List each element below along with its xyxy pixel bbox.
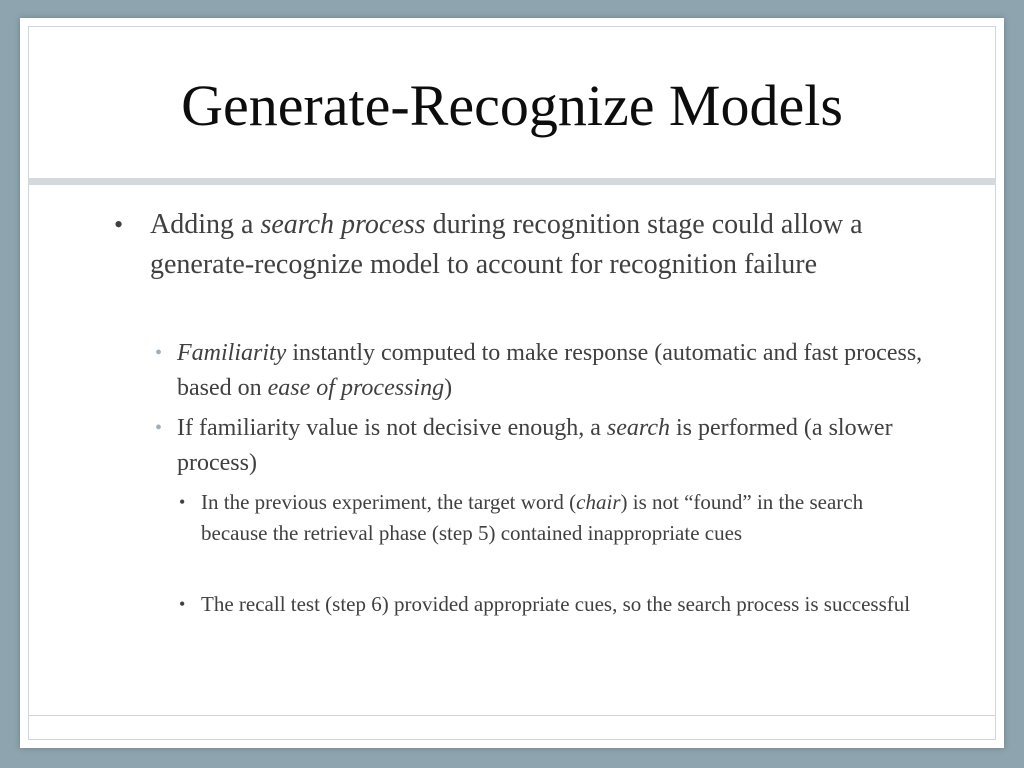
bullet-level2-search [155,411,937,481]
slide-title: Generate-Recognize Models [181,73,843,138]
bullet-dot-icon: • [155,342,163,364]
slide [20,18,1004,748]
bullet-text: If familiarity value is not decisive enough, a search is performed (a slower process) [177,415,893,476]
emphasis-familiarity: Familiarity [177,340,287,366]
bullet-level3-previous-experiment [179,487,921,549]
bullet-level3-recall-test [179,589,921,620]
bullet-level2-familiarity [155,336,937,406]
bullet-text: Adding a search process during recognition stage could allow a generate-recognize model to account for recognition failure [150,209,863,280]
bullet-dot-icon: • [179,492,186,512]
emphasis-chair: chair [576,490,621,514]
bullet-text: Familiarity instantly computed to make response (automatic and fast process, based on ease of processing) [177,340,923,401]
slide-body [20,18,1004,748]
emphasis-ease-of-processing: ease of processing [267,375,445,401]
emphasis-search-process: search process [260,209,426,240]
emphasis-search: search [606,415,670,441]
bullet-dot-icon: • [155,417,163,439]
bullet-dot-icon: • [114,210,124,239]
bullet-text: In the previous experiment, the target word (chair) is not “found” in the search because the retrieval phase (step 5) contained inappropriate cues [201,490,864,545]
bullet-dot-icon: • [179,594,186,614]
bullet-level1 [114,205,910,285]
bullet-text: The recall test (step 6) provided appropriate cues, so the search process is successful [201,592,911,616]
